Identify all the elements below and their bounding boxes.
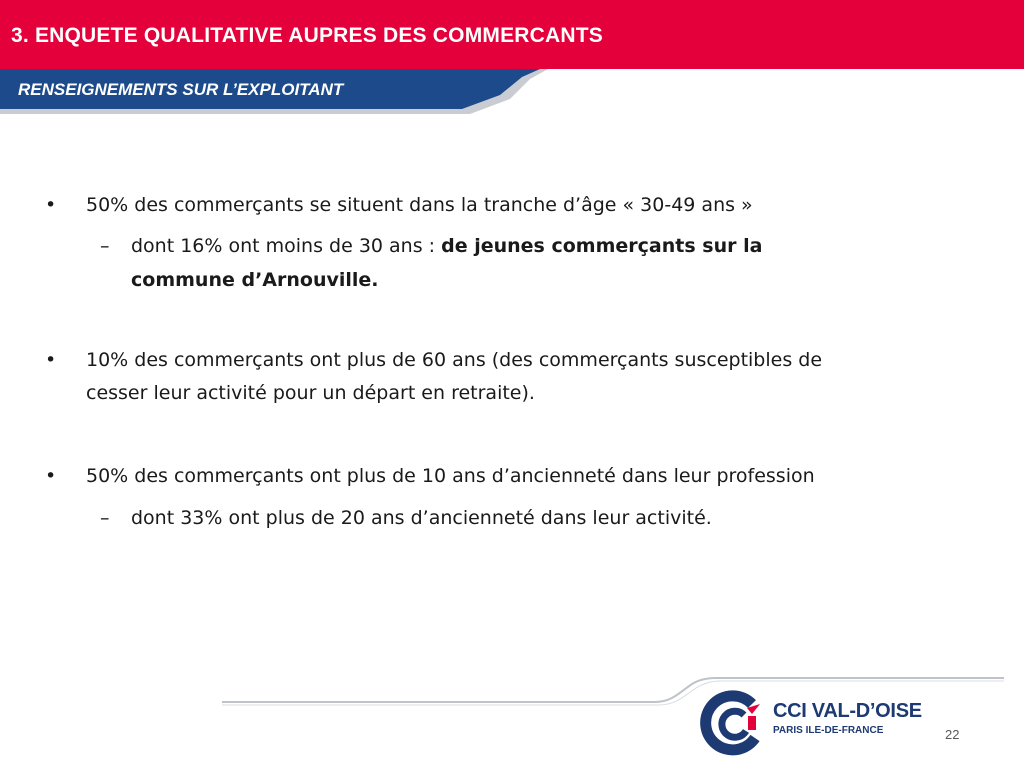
sub-bullet-marker: – [100, 235, 110, 257]
bullet-2-text-line1: 10% des commerçants ont plus de 60 ans (des commerçants susceptibles de [86, 349, 823, 371]
sub-bullet-1-bold: de jeunes commerçants sur la [441, 235, 763, 257]
sub-bullet-1-text [131, 235, 762, 257]
sub-bullet-1-normal: dont 16% ont moins de 30 ans : [131, 235, 442, 257]
bullet-marker: • [45, 465, 57, 487]
slide-subtitle: RENSEIGNEMENTS SUR L’EXPLOITANT [18, 80, 344, 99]
logo-name: CCI VAL-D’OISE [773, 700, 922, 722]
cci-logo-icon [700, 686, 770, 756]
bullet-marker: • [45, 194, 57, 216]
bullet-1-text: 50% des commerçants se situent dans la tranche d’âge « 30-49 ans » [86, 194, 753, 216]
bullet-2-text-line2: cesser leur activité pour un départ en retraite). [86, 382, 535, 404]
logo-subtitle: PARIS ILE-DE-FRANCE [773, 725, 884, 736]
slide-title: 3. ENQUETE QUALITATIVE AUPRES DES COMMERCANTS [11, 24, 603, 47]
sub-bullet-3-text: dont 33% ont plus de 20 ans d’ancienneté dans leur activité. [131, 507, 712, 529]
bullet-3-text: 50% des commerçants ont plus de 10 ans d’ancienneté dans leur profession [86, 465, 815, 487]
bullet-marker: • [45, 349, 57, 371]
sub-bullet-1-bold-continued: commune d’Arnouville. [131, 269, 379, 291]
page-number: 22 [945, 727, 960, 742]
sub-bullet-marker: – [100, 507, 110, 529]
